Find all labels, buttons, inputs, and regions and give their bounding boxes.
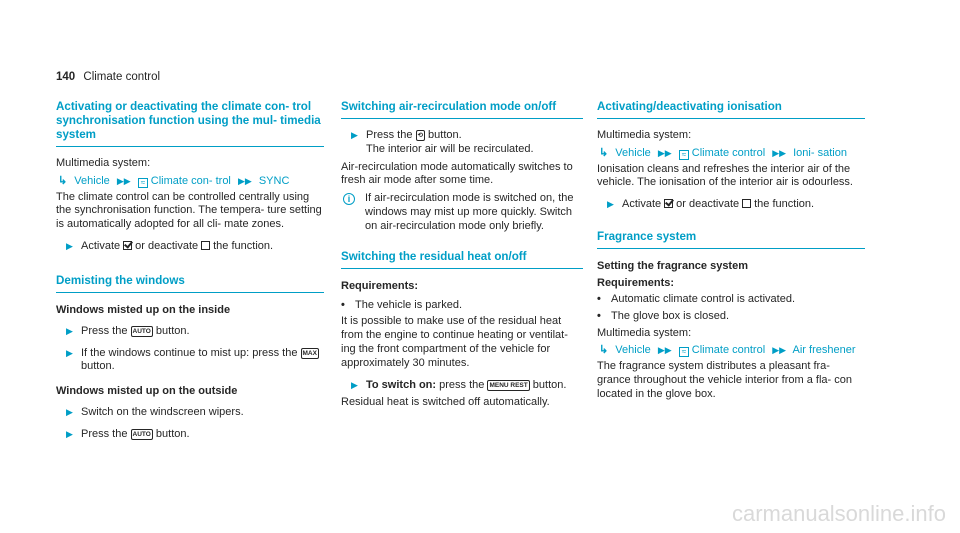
path-item: Vehicle bbox=[615, 146, 651, 159]
path-item: Climate control bbox=[691, 344, 766, 357]
path-item: Climate con- trol bbox=[150, 174, 231, 187]
fragrance-menu-path bbox=[597, 344, 865, 358]
demist-step-4: ▶ Press the AUTO button. bbox=[56, 428, 324, 442]
step-arrow-icon: ▶ bbox=[66, 240, 73, 251]
ionisation-menu-path bbox=[597, 147, 865, 161]
demist-inside-heading: Windows misted up on the inside bbox=[56, 303, 231, 316]
path-item: Ioni- sation bbox=[793, 146, 847, 159]
max-defrost-button-icon: MAX bbox=[302, 349, 317, 357]
step-arrow-icon: ▶ bbox=[66, 325, 73, 336]
sync-multimedia-label: Multimedia system: bbox=[56, 157, 151, 169]
step-arrow-icon: ▶ bbox=[607, 199, 614, 210]
demist-step-2: ▶ If the windows continue to mist up: press the MAX button. bbox=[56, 347, 324, 375]
fragrance-heading: Fragrance system bbox=[597, 230, 865, 249]
path-arrow-icon: ↳ bbox=[599, 146, 609, 159]
auto-button-icon: AUTO bbox=[132, 327, 151, 335]
column-2 bbox=[341, 100, 583, 414]
path-separator-icon: ▶▶ bbox=[772, 345, 787, 356]
path-separator-icon: ▶▶ bbox=[116, 175, 131, 186]
demist-step-1: ▶ Press the AUTO button. bbox=[56, 325, 324, 339]
path-separator-icon: ▶▶ bbox=[657, 345, 672, 356]
info-icon: i bbox=[343, 193, 355, 205]
fragrance-body: The fragrance system distributes a pleasant fra- grance throughout the vehicle interior from a fla- con located in the glove box. bbox=[597, 360, 852, 400]
path-item: Vehicle bbox=[74, 174, 110, 187]
path-item: Vehicle bbox=[615, 344, 651, 357]
menu-rest-button-icon: MENU REST bbox=[489, 381, 528, 389]
auto-button-icon: AUTO bbox=[132, 430, 151, 438]
checkbox-empty-icon bbox=[201, 241, 210, 250]
residual-footer: Residual heat is switched off automatically. bbox=[341, 396, 550, 409]
bullet-icon: • bbox=[597, 292, 601, 305]
path-separator-icon: ▶▶ bbox=[657, 147, 672, 158]
checkbox-checked-icon bbox=[123, 241, 132, 250]
recirc-note: i If air-recirculation mode is switched on, the windows may mist up more quickly. Switch on air-recirculation mode only briefly. bbox=[341, 192, 583, 233]
path-arrow-icon: ↳ bbox=[599, 344, 609, 357]
ionisation-heading: Activating/deactivating ionisation bbox=[597, 100, 865, 119]
fragrance-requirement: • Automatic climate control is activated. bbox=[597, 292, 796, 305]
recirculation-button-icon: ⟲ bbox=[417, 132, 423, 139]
watermark: carmanualsonline.info bbox=[731, 501, 946, 526]
residual-step: ▶ To switch on: press the MENU REST button. bbox=[341, 379, 583, 393]
path-item: Air freshener bbox=[792, 344, 856, 357]
sync-body: The climate control can be controlled centrally using the synchronisation function. The tempera- ture setting is automatically adopted for all cli- mate zones. bbox=[56, 190, 322, 231]
climate-icon: ≈ bbox=[679, 347, 689, 357]
sync-step: ▶ Activate or deactivate the function. bbox=[56, 240, 324, 254]
step-arrow-icon: ▶ bbox=[66, 428, 73, 439]
checkbox-checked-icon bbox=[664, 199, 673, 208]
recirc-step: ▶ Press the ⟲ button. The interior air will be recirculated. bbox=[341, 129, 583, 157]
bullet-icon: • bbox=[341, 298, 345, 311]
checkbox-empty-icon bbox=[742, 199, 751, 208]
column-3 bbox=[597, 100, 865, 406]
recirc-body: Air-recirculation mode automatically switches to fresh air mode after some time. bbox=[341, 160, 573, 187]
path-item: SYNC bbox=[258, 174, 290, 187]
fragrance-subheading: Setting the fragrance system bbox=[597, 259, 748, 272]
page-number: 140 bbox=[56, 71, 76, 83]
step-arrow-icon: ▶ bbox=[66, 407, 73, 418]
path-item: Climate control bbox=[691, 146, 766, 159]
page-header bbox=[56, 71, 160, 83]
climate-icon: ≈ bbox=[679, 150, 689, 160]
sync-menu-path bbox=[56, 175, 324, 189]
ionisation-body: Ionisation cleans and refreshes the interior air of the vehicle. The ionisation of the interior air is odourless. bbox=[597, 162, 853, 189]
fragrance-requirements-heading: Requirements: bbox=[597, 276, 675, 289]
section-name: Climate control bbox=[83, 71, 161, 83]
path-separator-icon: ▶▶ bbox=[772, 147, 787, 158]
bullet-icon: • bbox=[597, 309, 601, 322]
fragrance-multimedia-label: Multimedia system: bbox=[597, 326, 692, 339]
demist-step-3: ▶ Switch on the windscreen wipers. bbox=[56, 406, 324, 420]
ionisation-step: ▶ Activate or deactivate the function. bbox=[597, 198, 865, 212]
residual-body: It is possible to make use of the residual heat from the engine to continue heating or ventilat- ing the front compartment of the vehicle for approximately 30 minutes. bbox=[341, 315, 568, 369]
path-separator-icon: ▶▶ bbox=[237, 175, 252, 186]
fragrance-requirement: • The glove box is closed. bbox=[597, 309, 730, 322]
path-arrow-icon: ↳ bbox=[58, 174, 68, 187]
climate-icon: ≈ bbox=[138, 178, 148, 188]
recirc-heading: Switching air-recirculation mode on/off bbox=[341, 100, 583, 119]
step-arrow-icon: ▶ bbox=[66, 347, 73, 358]
residual-requirements-heading: Requirements: bbox=[341, 279, 419, 292]
step-arrow-icon: ▶ bbox=[351, 379, 358, 390]
residual-requirement: • The vehicle is parked. bbox=[341, 298, 462, 311]
ionisation-multimedia-label: Multimedia system: bbox=[597, 129, 692, 141]
column-1 bbox=[56, 100, 324, 446]
residual-heading: Switching the residual heat on/off bbox=[341, 250, 583, 269]
demist-heading: Demisting the windows bbox=[56, 274, 324, 293]
demist-outside-heading: Windows misted up on the outside bbox=[56, 385, 238, 398]
step-arrow-icon: ▶ bbox=[351, 130, 358, 140]
sync-heading: Activating or deactivating the climate con- trol synchronisation function using the mul- timedia system bbox=[56, 100, 324, 147]
